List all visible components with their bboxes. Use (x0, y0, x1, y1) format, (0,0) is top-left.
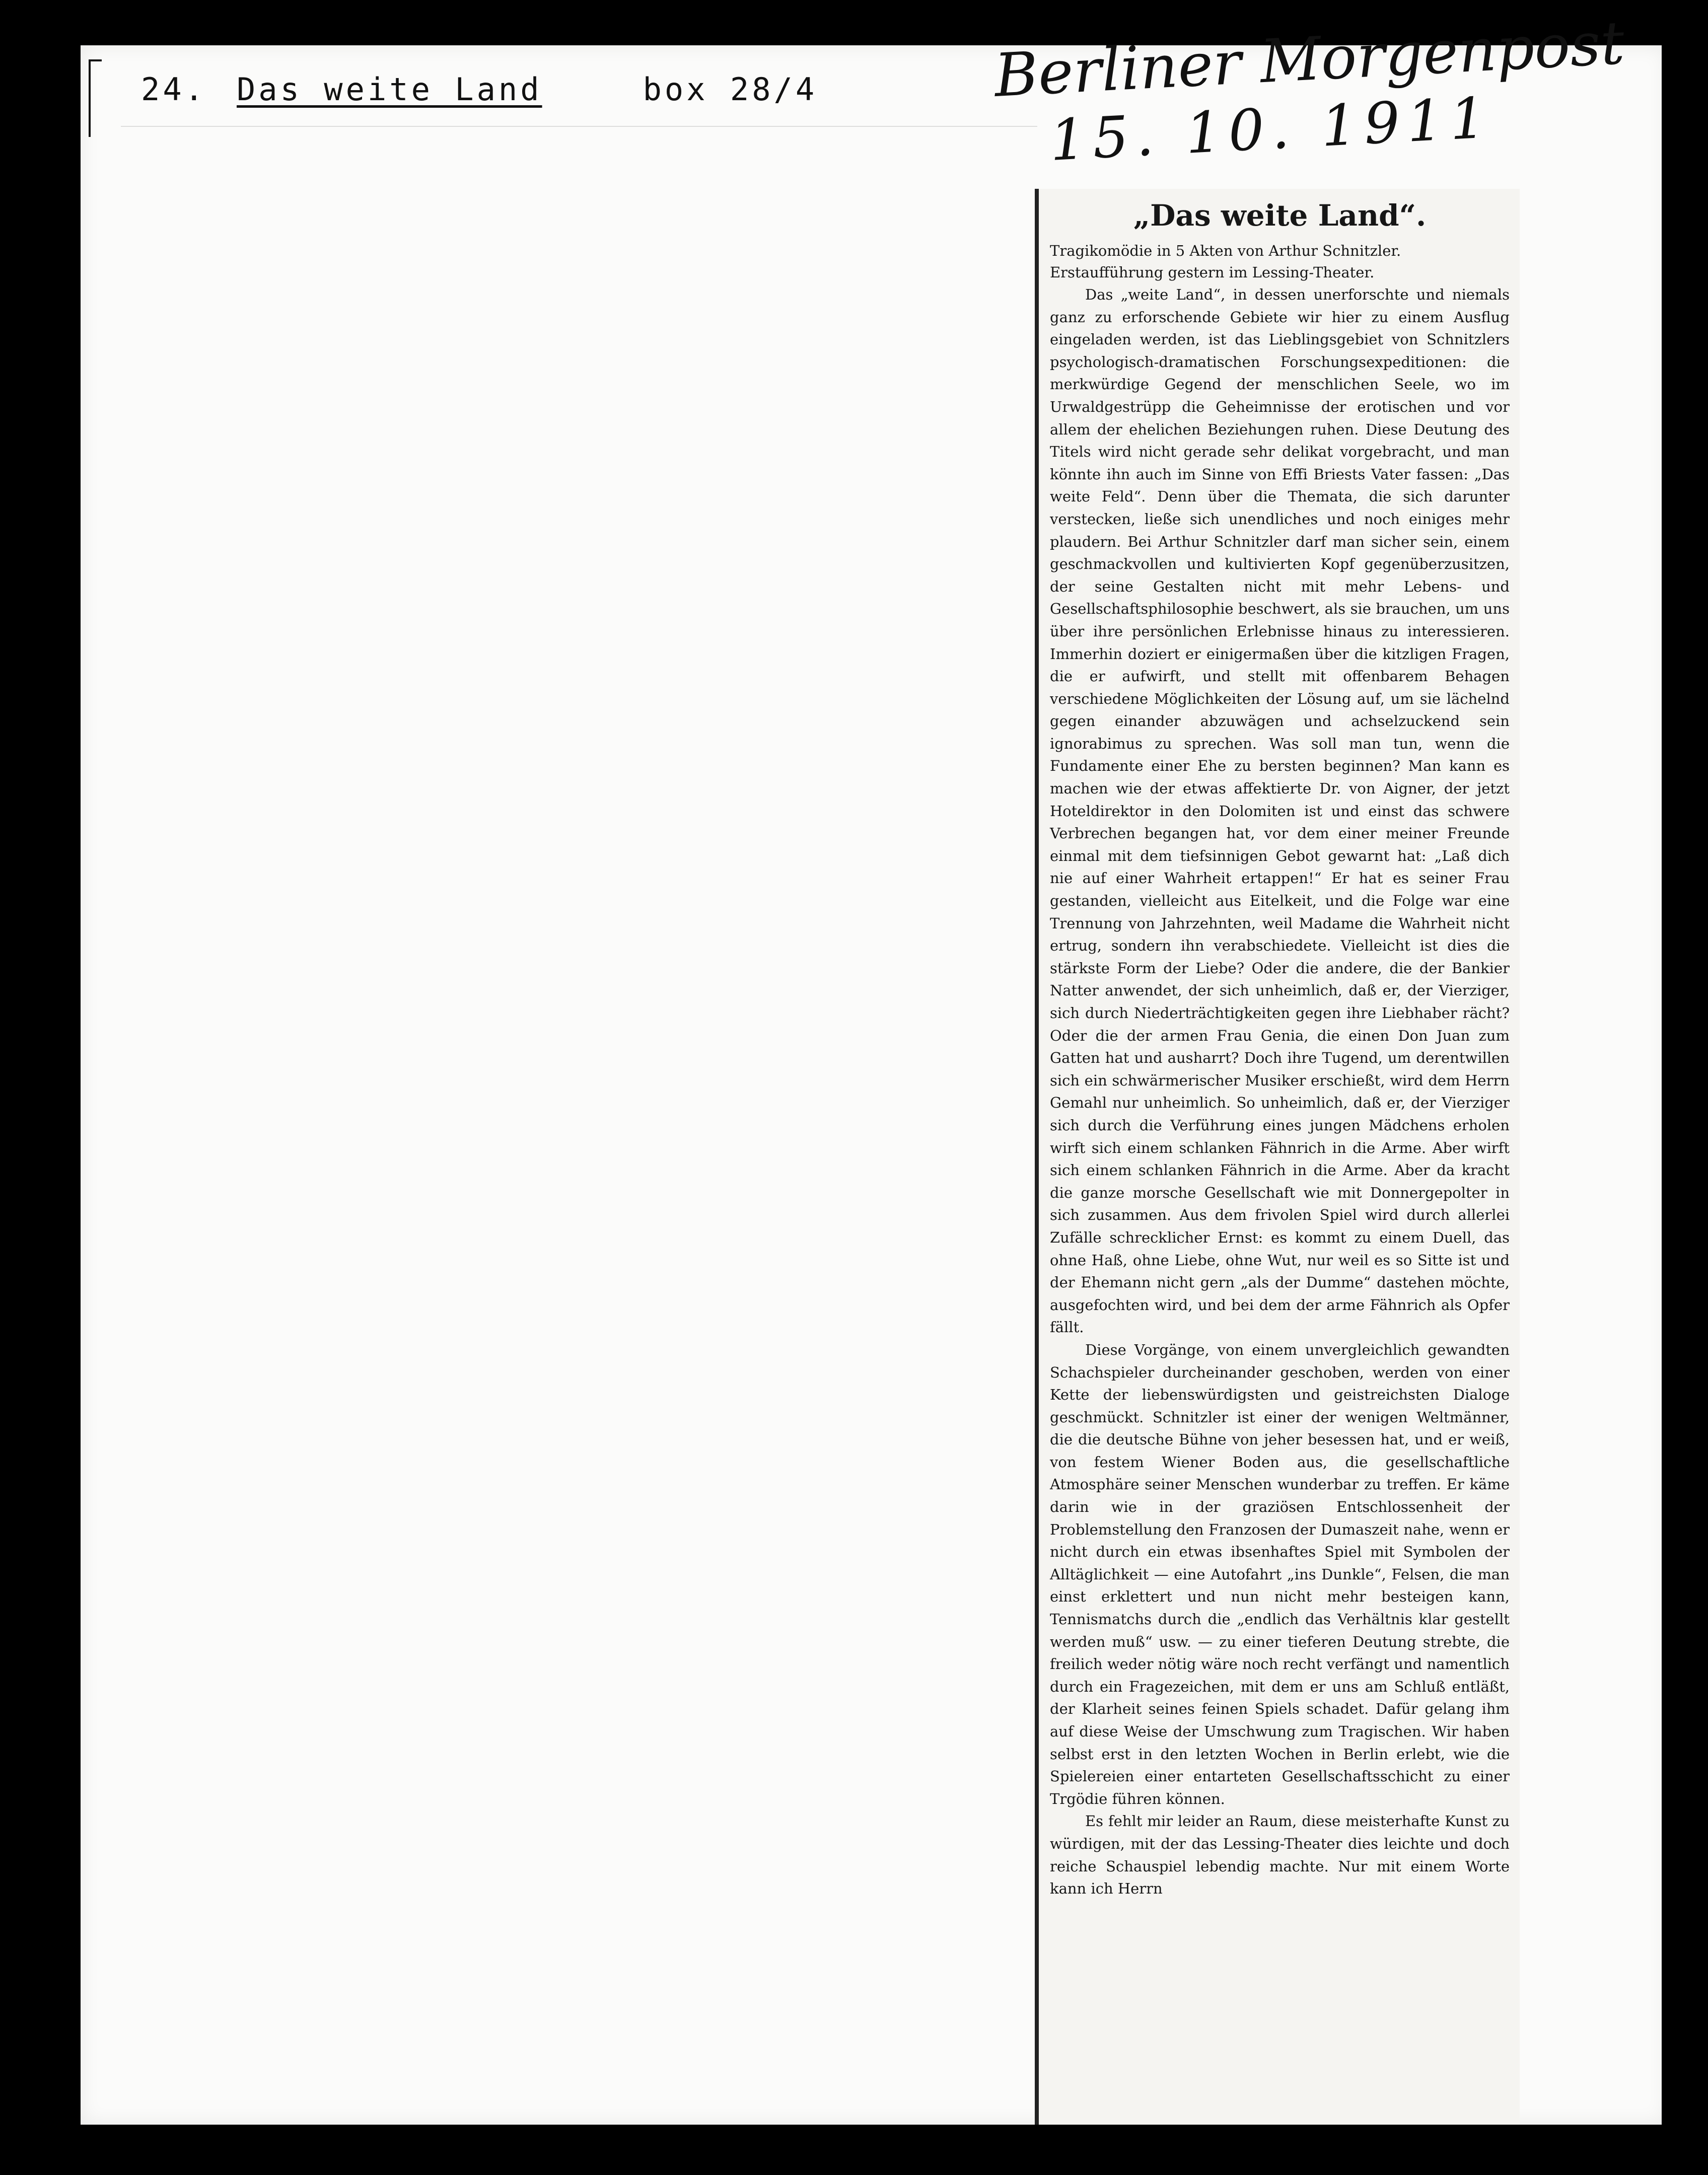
corner-bracket-mark (89, 59, 102, 137)
article-subtitle (1050, 240, 1510, 283)
box-reference: box 28/4 (643, 70, 818, 108)
handwritten-newspaper-name: Berliner Morgenpost (992, 8, 1626, 110)
clipping-text-column (1039, 189, 1520, 1900)
scan-edge (1662, 45, 1708, 2175)
subtitle-line: Erstaufführung gestern im Lessing-Theater. (1050, 264, 1375, 281)
archive-header (141, 56, 817, 122)
article-paragraph: Diese Vorgänge, von einem unvergleichlich gewandten Schachspieler durcheinander geschoben, werden von einer Kette der liebenswürdigsten und geistreichsten Dialoge geschmückt. Schnitzler ist einer der wenigen Weltmänner, die die deutsche Bühne von jeher besessen hat, und er weiß, von festem Wiener Boden aus, die gesellschaftliche Atmosphäre seiner Menschen wunderbar zu treffen. Er käme darin wie in der graziösen Entschlossenheit der Problemstellung den Franzosen der Dumaszeit nahe, wenn er nicht durch ein etwas ibsenhaftes Spiel mit Symbolen der Alltäglichkeit — eine Autofahrt „ins Dunkle“, Felsen, die man einst erklettert und nun nicht mehr besteigen kann, Tennismatchs durch die „endlich das Verhältnis klar gestellt werden muß“ usw. — zu einer tieferen Deutung strebte, die freilich weder nötig wäre noch recht verfängt und namentlich durch ein Fragezeichen, mit dem er uns am Schluß entläßt, der Klarheit seines feinen Spiels schadet. Dafür gelang ihm auf diese Weise der Umschwung zum Tragischen. Wir haben selbst erst in den letzten Wochen in Berlin erlebt, wie die Spielereien einer entarteten Gesellschaftsschicht zu einer Trgödie führen können. (1050, 1341, 1510, 1807)
article-title: „Das weite Land“. (1133, 198, 1427, 233)
article-paragraph: Es fehlt mir leider an Raum, diese meisterhafte Kunst zu würdigen, mit der das Lessing-Theater dies leichte und doch reiche Schauspiel lebendig machte. Nur mit einem Worte kann ich Herrn (1050, 1812, 1510, 1898)
handwritten-date: 15. 10. 1911 (1048, 85, 1494, 174)
work-title: Das weite Land (236, 70, 542, 108)
header-divider (121, 126, 1037, 127)
newspaper-clipping (1035, 189, 1520, 2125)
article-paragraph: Das „weite Land“, in dessen unerforschte und niemals ganz zu erforschende Gebiete wir hier zu einem Ausflug eingeladen werden, ist das Lieblingsgebiet von Schnitzlers psychologisch-dramatischen Forschungsexpeditionen: die merkwürdige Gegend der menschlichen Seele, wo im Urwaldgestrüpp die Geheimnisse der erotischen und vor allem der ehelichen Beziehungen ruhen. Diese Deutung des Titels wird nicht gerade sehr delikat vorgebracht, und man könnte ihn auch im Sinne von Effi Briests Vater fassen: „Das weite Feld“. Denn über die Themata, die sich darunter verstecken, ließe sich unendliches und noch einiges mehr plaudern. Bei Arthur Schnitzler darf man sicher sein, einem geschmackvollen und kultivierten Kopf gegenüberzusitzen, der seine Gestalten nicht mit mehr Lebens- und Gesellschaftsphilosophie beschwert, als sie brauchen, um uns über ihre persönlichen Erlebnisse hinaus zu interessieren. Immerhin doziert er einigermaßen über die kitzligen Fragen, die er aufwirft, und stellt mit offenbarem Behagen verschiedene Möglichkeiten der Lösung auf, um sie lächelnd gegen einander abzuwägen und achselzuckend sein ignorabimus zu sprechen. Was soll man tun, wenn die Fundamente einer Ehe zu bersten beginnen? Man kann es machen wie der etwas affektierte Dr. von Aigner, der jetzt Hoteldirektor in den Dolomiten ist und einst das schwere Verbrechen begangen hat, vor dem einer meiner Freunde einmal mit dem tiefsinnigen Gebot gewarnt hat: „Laß dich nie auf einer Wahrheit ertappen!“ Er hat es seiner Frau gestanden, vielleicht aus Eitelkeit, und die Folge war eine Trennung von Jahrzehnten, weil Madame die Wahrheit nicht ertrug, sondern ihn verabschiedete. Vielleicht ist dies die stärkste Form der Liebe? Oder die andere, die der Bankier Natter anwendet, der sich unheimlich, daß er, der Vierziger, sich durch Niederträchtigkeiten gegen ihre Liebhaber rächt? Oder die der armen Frau Genia, die einen Don Juan zum Gatten hat und ausharrt? Doch ihre Tugend, um derentwillen sich ein schwärmerischer Musiker erschießt, wird dem Herrn Gemahl nur unheimlich. So unheimlich, daß er, der Vierziger sich durch die Verführung eines jungen Mädchens erholen wirft sich einem schlanken Fähnrich in die Arme. Aber wirft sich einem schlanken Fähnrich in die Arme. Aber da kracht die ganze morsche Gesellschaft wie mit Donnergepolter in sich zusammen. Aus dem frivolen Spiel wird durch allerlei Zufälle schrecklicher Ernst: es kommt zu einem Duell, das ohne Haß, ohne Liebe, ohne Wut, nur weil es so Sitte ist und der Ehemann nicht gern „als der Dumme“ dastehen möchte, ausgefochten wird, und bei dem der arme Fähnrich als Opfer fällt. (1050, 286, 1510, 1336)
subtitle-line: Tragikomödie in 5 Akten von Arthur Schnitzler. (1050, 242, 1401, 259)
item-number: 24. (141, 70, 206, 108)
handwritten-source-note (992, 8, 1626, 194)
